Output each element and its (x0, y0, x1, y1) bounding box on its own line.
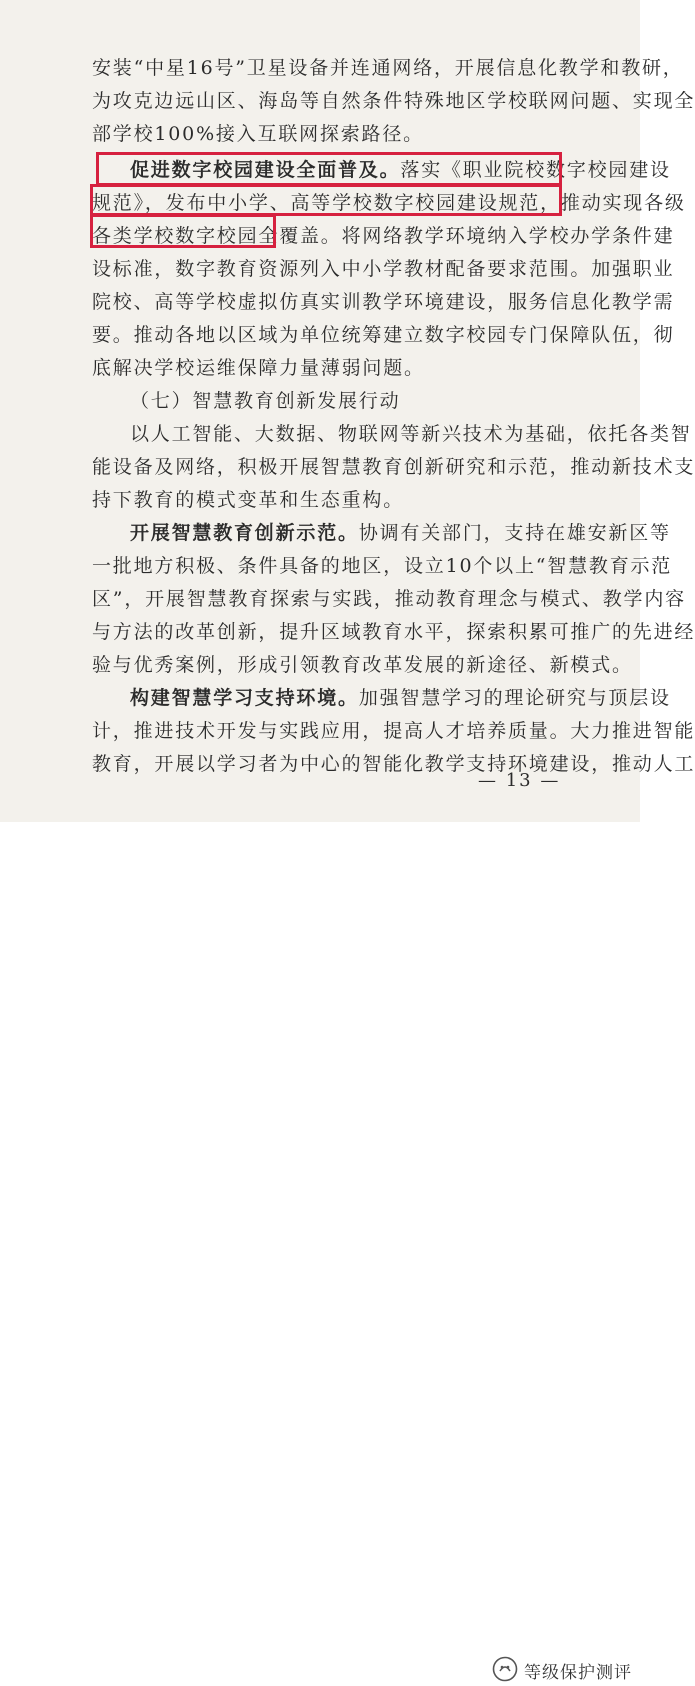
highlight-box (90, 184, 562, 216)
text-line: 底解决学校运维保障力量薄弱问题。 (92, 357, 425, 379)
bold-lead: 开展智慧教育创新示范。 (130, 522, 359, 544)
highlight-box (96, 152, 562, 186)
line-rest: 协调有关部门，支持在雄安新区等 (358, 522, 671, 544)
text-line: 安装“中星16号”卫星设备并连通网络，开展信息化教学和教研， (92, 57, 684, 79)
text-line: 部学校100%接入互联网探索路径。 (92, 123, 424, 145)
line-rest: 加强智慧学习的理论研究与顶层设 (358, 687, 671, 709)
bold-lead: 构建智慧学习支持环境。 (130, 687, 359, 709)
highlight-box (90, 214, 276, 248)
text-line: 与方法的改革创新，提升区域教育水平，探索积累可推广的先进经 (92, 621, 695, 643)
text-line: 各类学校数字校园全覆盖。将网络教学环境纳入学校办学条件建 (92, 225, 675, 247)
watermark-bar (0, 822, 640, 1683)
text-line: 规范》，发布中小学、高等学校数字校园建设规范，推动实现各级 (92, 192, 686, 214)
text-line: 设标准，数字教育资源列入中小学教材配备要求范围。加强职业 (92, 258, 675, 280)
text-line: 要。推动各地以区域为单位统筹建立数字校园专门保障队伍，彻 (92, 324, 675, 346)
text-line (130, 686, 671, 710)
text-line: 教育，开展以学习者为中心的智能化教学支持环境建设，推动人工 (92, 753, 695, 775)
wechat-official-account-icon (492, 1656, 518, 1686)
text-line: 计，推进技术开发与实践应用，提高人才培养质量。大力推进智能 (92, 720, 695, 742)
text-line: 一批地方积极、条件具备的地区，设立10个以上“智慧教育示范 (92, 555, 673, 577)
watermark-text: 等级保护测评 (524, 1663, 632, 1683)
page-number: — 13 — (478, 770, 561, 791)
line-rest: 落实《职业院校数字校园建设 (400, 159, 671, 181)
text-line: 区”，开展智慧教育探索与实践，推动教育理念与模式、教学内容 (92, 588, 686, 610)
text-line: 院校、高等学校虚拟仿真实训教学环境建设，服务信息化教学需 (92, 291, 675, 313)
bold-lead: 促进数字校园建设全面普及。 (130, 159, 401, 181)
text-line: 以人工智能、大数据、物联网等新兴技术为基础，依托各类智 (130, 423, 692, 445)
text-line (130, 521, 671, 545)
section-heading: （七）智慧教育创新发展行动 (130, 390, 401, 412)
text-line: 持下教育的模式变革和生态重构。 (92, 489, 405, 511)
text-line: 能设备及网络，积极开展智慧教育创新研究和示范，推动新技术支 (92, 456, 695, 478)
text-line: 为攻克边远山区、海岛等自然条件特殊地区学校联网问题、实现全 (92, 90, 695, 112)
text-line: 验与优秀案例，形成引领教育改革发展的新途径、新模式。 (92, 654, 633, 676)
